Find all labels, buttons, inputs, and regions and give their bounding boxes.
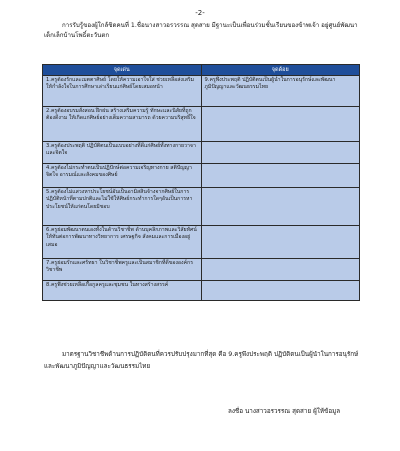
table-row	[43, 107, 360, 142]
intro-paragraph: การรับรู้ของผู้ใกล้ชิดคนที่ 1.ชื่อนางสาวอรวรรณ สุดสาย มีฐานะเป็นเพื่อนร่วมชั้นเรียนของข้าพเจ้า อยู่ศูนย์พัฒนาเด็กเล็กบ้านโพธิ์ตะวันตก	[44, 22, 358, 39]
strength-cell: 3.ครูต้องประพฤติ ปฏิบัติตนเป็นแบบอย่างที่ดีแก่ศิษย์ทั้งทางกายวาจาและจิตใจ	[43, 142, 202, 164]
strength-cell: 6.ครูย่อมพัฒนาตนเองทั้งในด้านวิชาชีพ ด้านบุคลิกภาพและวิสัยทัศน์ ให้ทันต่อการพัฒนาทางวิทยาการ เศรษฐกิจ สังคมและการเมืองอยู่เสมอ	[43, 226, 202, 259]
table-row	[43, 76, 360, 107]
strength-cell: 8.ครูพึงช่วยเหลือเกื้อกูลครูและชุมชน ในทางสร้างสรรค์	[43, 281, 202, 301]
table-row	[43, 226, 360, 259]
table-row	[43, 164, 360, 188]
strength-cell: 2.ครูต้องอบรมสั่งสอน ฝึกฝน สร้างเสริมความรู้ ทักษะและนิสัยที่ถูกต้องดีงาม ให้เกิดแก่ศิษย์อย่างเต็มความสามารถ ด้วยความบริสุทธิ์ใจ	[43, 107, 202, 142]
table-row	[43, 281, 360, 301]
page-number: -2-	[195, 9, 205, 17]
strength-cell: 7.ครูย่อมรักและศรัทธา ในวิชาชีพครูและเป็นสมาชิกที่ดีขององค์กรวิชาชีพ	[43, 259, 202, 281]
weakness-cell	[201, 188, 360, 226]
weakness-cell	[201, 281, 360, 301]
signature-line: ลงชื่อ นางสาวอรวรรณ สุดสาย ผู้ให้ข้อมูล	[228, 408, 341, 415]
weakness-cell	[201, 259, 360, 281]
header-strengths: จุดเด่น	[43, 65, 202, 76]
table-row	[43, 259, 360, 281]
strength-cell: 4.ครูต้องไม่กระทำตนเป็นปฏิปักษ์ต่อความเจริญทางกาย สติปัญญาจิตใจ อารมณ์และสังคมของศิษย์	[43, 164, 202, 188]
table-row	[43, 142, 360, 164]
weakness-cell	[201, 226, 360, 259]
weakness-cell	[201, 107, 360, 142]
weakness-cell	[201, 164, 360, 188]
strength-cell: 5.ครูต้องไม่แสวงหาประโยชน์อันเป็นอามิสสินจ้างจากศิษย์ในการปฏิบัติหน้าที่ตามปกติและไม่ใช้ให้ศิษย์กระทำการใดๆอันเป็นการหาประโยชน์ให้แก่ตนโดยมิชอบ	[43, 188, 202, 226]
strength-cell: 1.ครูต้องรักและเมตตาศิษย์ โดยให้ความเอาใจใส่ ช่วยเหลือส่งเสริม ให้กำลังใจในการศึกษาเล่าเรียนแก่ศิษย์โดยเสมอหน้า	[43, 76, 202, 107]
header-weaknesses: จุดด้อย	[201, 65, 360, 76]
weakness-cell: 9.ครูพึงประพฤติ ปฏิบัติตนเป็นผู้นำในการอนุรักษ์และพัฒนาภูมิปัญญาและวัฒนธรรมไทย	[201, 76, 360, 107]
table-row	[43, 188, 360, 226]
strengths-weaknesses-table	[42, 64, 360, 301]
table-header-row	[43, 65, 360, 76]
weakness-cell	[201, 142, 360, 164]
summary-paragraph: มาตรฐานวิชาชีพด้านการปฏิบัติตนที่ควรปรับปรุงมากที่สุด คือ 9.ครูพึงประพฤติ ปฏิบัติตนเป็นผู้นำในการอนุรักษ์และพัฒนาภูมิปัญญาและวัฒนธรรมไทย	[44, 351, 359, 370]
